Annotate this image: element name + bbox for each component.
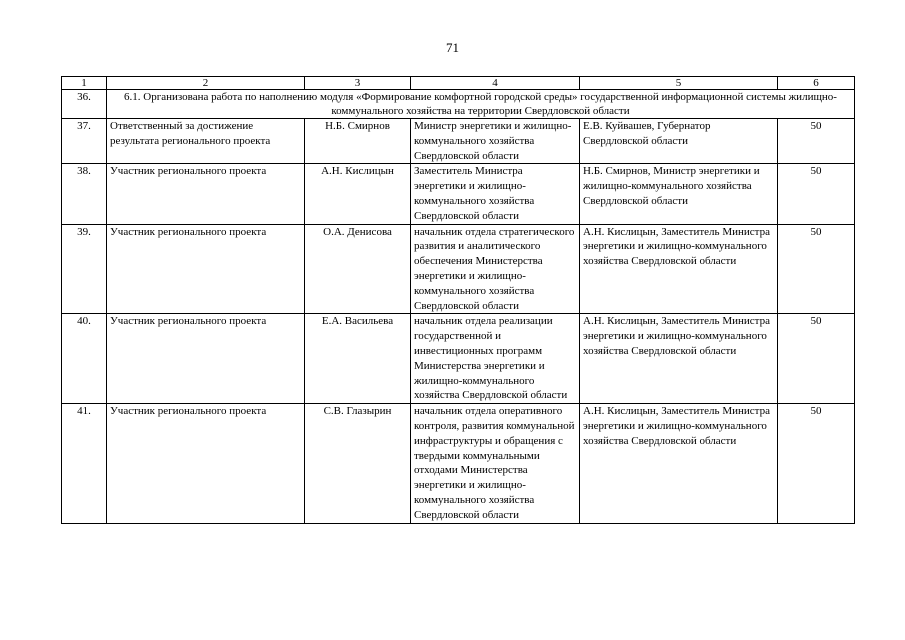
section-title: 6.1. Организована работа по наполнению модуля «Формирование комфортной городской среды» государственной информационной системы жилищно-коммунального хозяйства на территории Свердловской области — [107, 90, 855, 119]
position-cell: начальник отдела стратегического развития и аналитического обеспечения Министерства энергетики и жилищно-коммунального хозяйства Свердловской области — [411, 224, 580, 314]
project-participants-table — [61, 76, 855, 524]
role-cell: Участник регионального проекта — [107, 404, 305, 523]
row-number: 39. — [62, 224, 107, 314]
row-number: 36. — [62, 90, 107, 119]
person-name-cell: Е.А. Васильева — [305, 314, 411, 404]
header-cell: 3 — [305, 77, 411, 90]
page-number: 71 — [446, 40, 459, 55]
table-row — [62, 164, 855, 224]
role-cell: Участник регионального проекта — [107, 164, 305, 224]
supervisor-cell: Н.Б. Смирнов, Министр энергетики и жилищно-коммунального хозяйства Свердловской области — [580, 164, 778, 224]
role-cell: Участник регионального проекта — [107, 314, 305, 404]
position-cell: начальник отдела оперативного контроля, развития коммунальной инфраструктуры и обращения с твердыми коммунальными отходами Министерства энергетики и жилищно-коммунального хозяйства Свердловской области — [411, 404, 580, 523]
table-row — [62, 314, 855, 404]
person-name-cell: Н.Б. Смирнов — [305, 119, 411, 164]
header-cell: 1 — [62, 77, 107, 90]
supervisor-cell: А.Н. Кислицын, Заместитель Министра энергетики и жилищно-коммунального хозяйства Свердловской области — [580, 404, 778, 523]
header-cell: 2 — [107, 77, 305, 90]
position-cell: начальник отдела реализации государственной и инвестиционных программ Министерства энергетики и жилищно-коммунального хозяйства Свердловской области — [411, 314, 580, 404]
table-row — [62, 224, 855, 314]
position-cell: Министр энергетики и жилищно-коммунального хозяйства Свердловской области — [411, 119, 580, 164]
supervisor-cell: Е.В. Куйвашев, Губернатор Свердловской области — [580, 119, 778, 164]
percent-cell: 50 — [778, 224, 855, 314]
table-row — [62, 119, 855, 164]
supervisor-cell: А.Н. Кислицын, Заместитель Министра энергетики и жилищно-коммунального хозяйства Свердловской области — [580, 224, 778, 314]
header-cell: 4 — [411, 77, 580, 90]
percent-cell: 50 — [778, 314, 855, 404]
person-name-cell: С.В. Глазырин — [305, 404, 411, 523]
percent-cell: 50 — [778, 164, 855, 224]
supervisor-cell: А.Н. Кислицын, Заместитель Министра энергетики и жилищно-коммунального хозяйства Свердловской области — [580, 314, 778, 404]
row-number: 40. — [62, 314, 107, 404]
role-cell: Участник регионального проекта — [107, 224, 305, 314]
row-number: 38. — [62, 164, 107, 224]
percent-cell: 50 — [778, 404, 855, 523]
position-cell: Заместитель Министра энергетики и жилищно-коммунального хозяйства Свердловской области — [411, 164, 580, 224]
role-cell: Ответственный за достижение результата регионального проекта — [107, 119, 305, 164]
section-row — [62, 90, 855, 119]
row-number: 41. — [62, 404, 107, 523]
table-row — [62, 404, 855, 523]
header-cell: 5 — [580, 77, 778, 90]
person-name-cell: О.А. Денисова — [305, 224, 411, 314]
person-name-cell: А.Н. Кислицын — [305, 164, 411, 224]
table-header-row — [62, 77, 855, 90]
row-number: 37. — [62, 119, 107, 164]
percent-cell: 50 — [778, 119, 855, 164]
header-cell: 6 — [778, 77, 855, 90]
